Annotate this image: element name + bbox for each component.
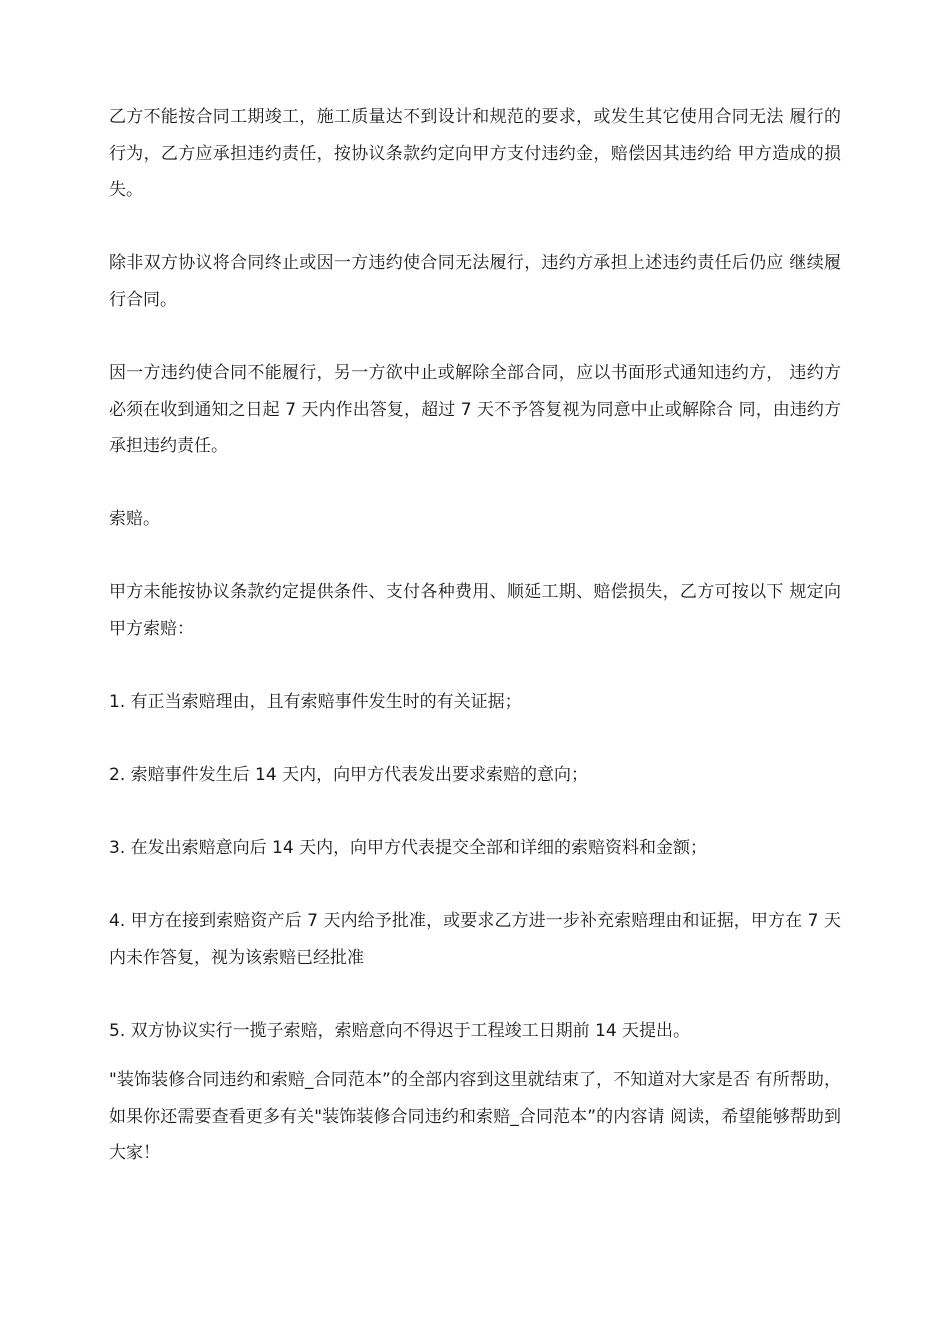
paragraph-continue-performance: 除非双方协议将合同终止或因一方违约使合同无法履行，违约方承担上述违约责任后仍应 继续履行合同。 <box>109 253 841 310</box>
list-item-2: 2. 索赔事件发生后 14 天内，向甲方代表发出要求索赔的意向； <box>109 765 589 785</box>
section-heading-claims: 索赔。 <box>109 509 160 529</box>
list-item-1: 1. 有正当索赔理由，且有索赔事件发生时的有关证据； <box>109 692 522 712</box>
paragraph-claims-intro: 甲方未能按协议条款约定提供条件、支付各种费用、顺延工期、赔偿损失，乙方可按以下 规定向甲方索赔： <box>109 582 841 639</box>
paragraph-termination-notice: 因一方违约使合同不能履行，另一方欲中止或解除全部合同，应以书面形式通知违约方， 违约方必须在收到通知之日起 7 天内作出答复，超过 7 天不予答复视为同意中止或解除合 同，由违约方承担违约责任。 <box>109 363 841 456</box>
list-item-5: 5. 双方协议实行一揽子索赔，索赔意向不得迟于工程竣工日期前 14 天提出。 <box>109 1021 691 1041</box>
paragraph-breach-liability: 乙方不能按合同工期竣工，施工质量达不到设计和规范的要求，或发生其它使用合同无法 履行的行为，乙方应承担违约责任，按协议条款约定向甲方支付违约金，赔偿因其违约给 甲方造成的损失。 <box>109 107 841 200</box>
paragraph-closing: "装饰装修合同违约和索赔_合同范本”的全部内容到这里就结束了，不知道对大家是否 有所帮助，如果你还需要查看更多有关"装饰装修合同违约和索赔_合同范本”的内容请 阅读，希望能够帮助到大家！ <box>109 1070 841 1163</box>
list-item-3: 3. 在发出索赔意向后 14 天内，向甲方代表提交全部和详细的索赔资料和金额； <box>109 838 708 858</box>
list-item-4: 4. 甲方在接到索赔资产后 7 天内给予批准，或要求乙方进一步补充索赔理由和证据，甲方在 7 天内未作答复，视为该索赔已经批准 <box>109 911 841 968</box>
